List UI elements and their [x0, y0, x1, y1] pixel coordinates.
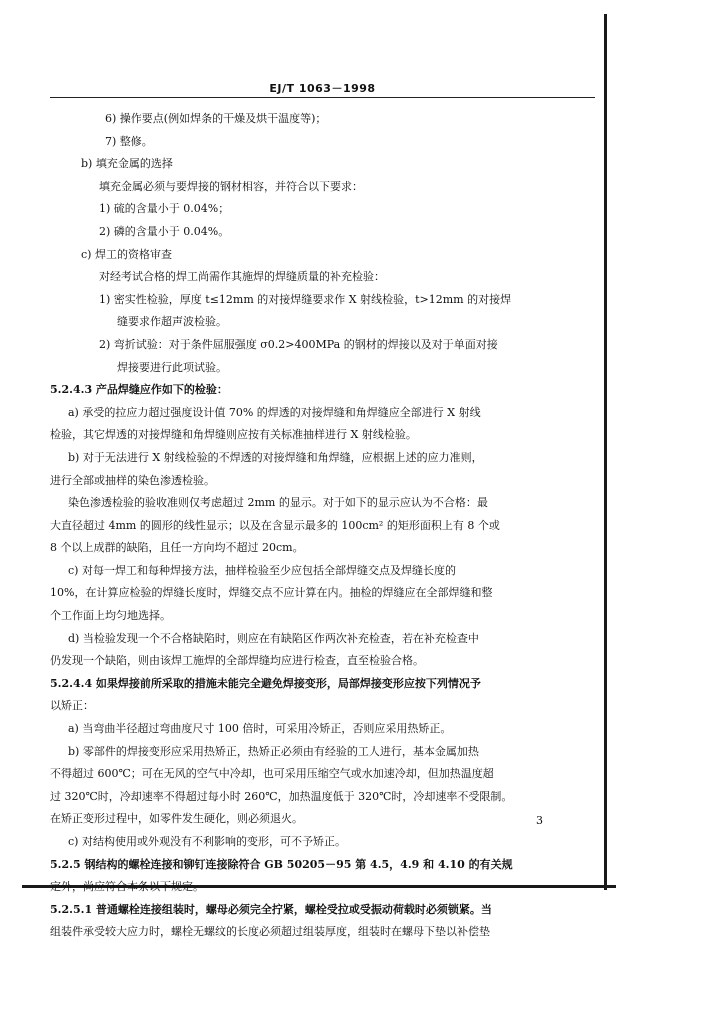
text-line: 8 个以上成群的缺陷，且任一方向均不超过 20cm。	[50, 541, 304, 555]
text-line: 大直径超过 4mm 的圆形的线性显示；以及在含显示最多的 100cm² 的矩形面积上有 8 个或	[50, 518, 500, 532]
section-heading: 5.2.4.4 如果焊接前所采取的措施未能完全避免焊接变形，局部焊接变形应按下列情况予	[50, 676, 481, 690]
section-heading: 5.2.4.3 产品焊缝应作如下的检验：	[50, 383, 228, 397]
text-line: 检验，其它焊透的对接焊缝和角焊缝则应按有关标准抽样进行 X 射线检验。	[50, 428, 417, 442]
text-line: d) 当检验发现一个不合格缺陷时，则应在有缺陷区作两次补充检查，若在补充检查中	[68, 631, 479, 645]
text-line: 仍发现一个缺陷，则由该焊工施焊的全部焊缝均应进行检查，直至检验合格。	[50, 654, 424, 668]
text-line: 1) 硫的含量小于 0.04%；	[99, 202, 230, 216]
text-line: b) 零部件的焊接变形应采用热矫正，热矫正必须由有经验的工人进行，基本金属加热	[68, 744, 479, 758]
text-line: 不得超过 600℃；可在无风的空气中冷却，也可采用压缩空气或水加速冷却，但加热温度超	[50, 767, 494, 781]
text-line: b) 对于无法进行 X 射线检验的不焊透的对接焊缝和角焊缝，应根据上述的应力准则，	[68, 450, 483, 464]
text-line: 10%，在计算应检验的焊缝长度时，焊缝交点不应计算在内。抽检的焊缝应在全部焊缝和整	[50, 586, 493, 600]
text-line: b) 填充金属的选择	[81, 157, 173, 171]
section-heading: 5.2.5.1 普通螺栓连接组装时，螺母必须完全拧紧，螺栓受拉或受振动荷载时必须锁紧。当	[50, 902, 492, 916]
section-heading: 5.2.5 钢结构的螺栓连接和铆钉连接除符合 GB 50205－95 第 4.5，4.9 和 4.10 的有关规	[50, 857, 513, 871]
text-line: a) 当弯曲半径超过弯曲度尺寸 100 倍时，可采用冷矫正，否则应采用热矫正。	[68, 722, 452, 736]
text-line: 进行全部或抽样的染色渗透检验。	[50, 473, 215, 487]
text-line: 填充金属必须与要焊接的钢材相容，并符合以下要求：	[99, 179, 363, 193]
text-line: c) 对结构使用或外观没有不利影响的变形，可不予矫正。	[68, 835, 346, 848]
text-line: c) 焊工的资格审查	[81, 247, 172, 261]
text-line: 组装件承受较大应力时，螺栓无螺纹的长度必须超过组装厚度，组装时在螺母下垫以补偿垫	[50, 925, 490, 939]
header-rule	[50, 97, 595, 98]
page-number: 3	[536, 814, 543, 827]
text-line: 2) 磷的含量小于 0.04%。	[99, 224, 230, 238]
text-line: 2) 弯折试验：对于条件屈服强度 σ0.2>400MPa 的钢材的焊接以及对于单面对接	[99, 337, 498, 351]
page-border-right	[604, 14, 607, 890]
text-line: 定外，尚应符合本条以下规定。	[50, 880, 204, 894]
text-line: 焊接要进行此项试验。	[117, 360, 227, 374]
text-line: 缝要求作超声波检验。	[117, 315, 227, 329]
text-line: 个工作面上均匀地选择。	[50, 609, 171, 623]
text-line: 对经考试合格的焊工尚需作其施焊的焊缝质量的补充检验：	[99, 270, 385, 284]
standard-code-header: EJ/T 1063－1998	[269, 82, 376, 95]
text-line: 过 320℃时，冷却速率不得超过每小时 260℃，加热温度低于 320℃时，冷却速率不受限制。	[50, 789, 513, 803]
text-line: 以矫正：	[50, 699, 94, 713]
text-line: a) 承受的拉应力超过强度设计值 70% 的焊透的对接焊缝和角焊缝应全部进行 X 射线	[68, 405, 481, 419]
text-line: 染色渗透检验的验收准则仅考虑超过 2mm 的显示。对于如下的显示应认为不合格：最	[68, 496, 488, 510]
text-line: 在矫正变形过程中，如零件发生硬化，则必须退火。	[50, 812, 303, 826]
text-line: 1) 密实性检验，厚度 t≤12mm 的对接焊缝要求作 X 射线检验，t>12mm 的对接焊	[99, 292, 512, 306]
text-line: 6) 操作要点(例如焊条的干燥及烘干温度等)；	[105, 112, 327, 125]
text-line: 7) 整修。	[105, 134, 153, 148]
text-line: c) 对每一焊工和每种焊接方法，抽样检验至少应包括全部焊缝交点及焊缝长度的	[68, 563, 456, 577]
document-body	[50, 108, 594, 944]
